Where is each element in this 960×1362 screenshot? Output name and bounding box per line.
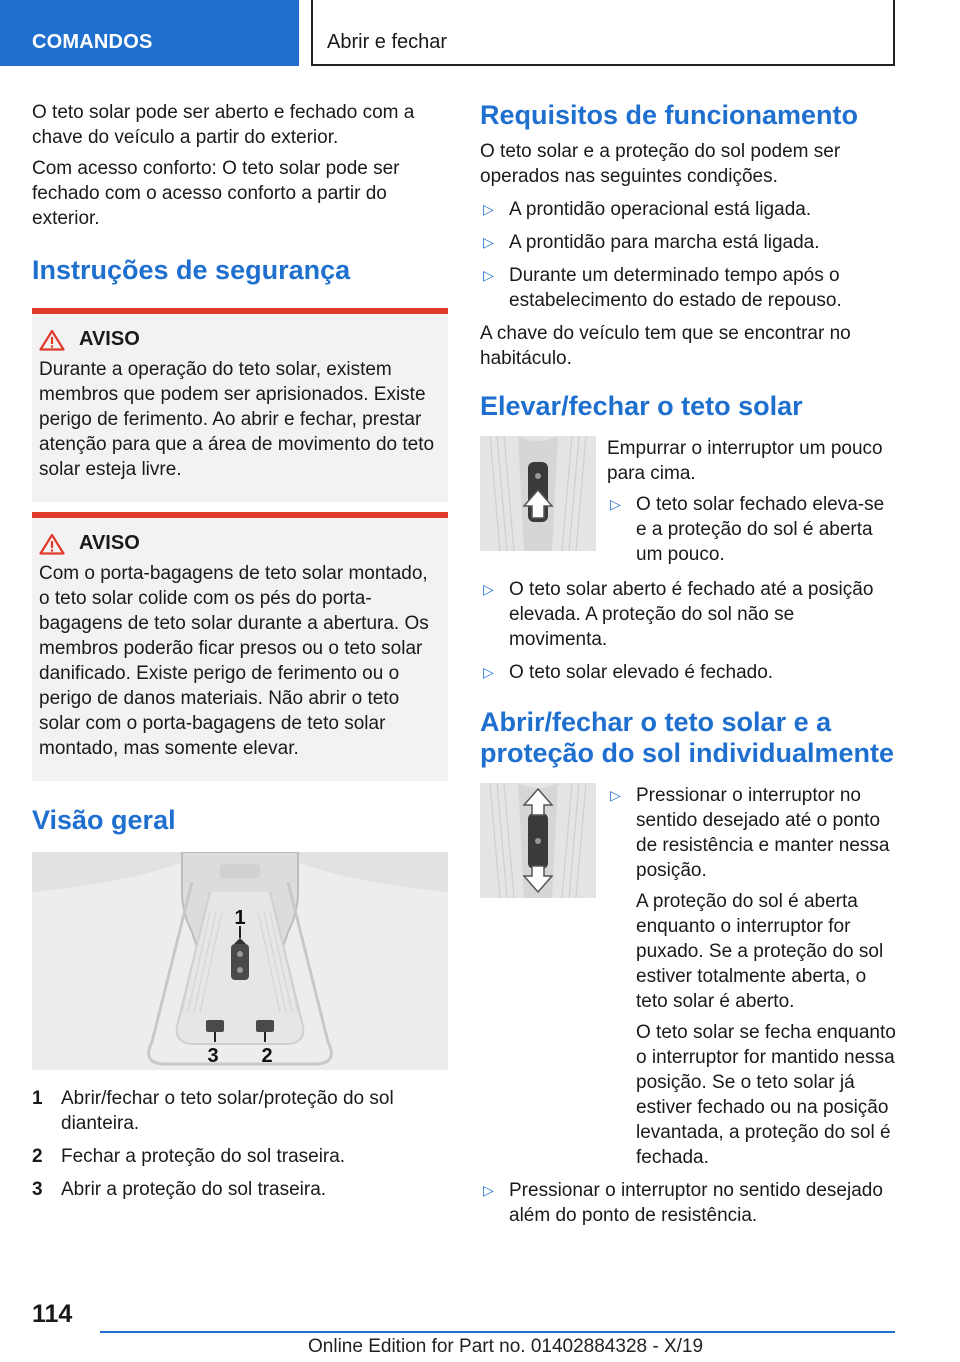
requirements-intro: O teto solar e a proteção do sol podem ser operados nas seguintes condições. [480,141,841,187]
callout-3: 3 [207,1045,219,1067]
warning-title: AVISO [79,328,140,350]
legend-item [32,1086,448,1136]
list-item: ▷ Pressionar o interruptor no sentido desejado até o ponto de resistência e manter nessa posição. A proteção do sol é aberta enquanto o interruptor for puxado. Se a proteção do sol estiver totalmente aberta, o teto solar é aberto. O teto solar se fecha enquanto o interruptor for mantido nessa posição. Se o teto solar já estiver fechado ou na posição levantada, a proteção do sol é fechada. [610,785,896,1168]
legend-number: 2 [32,1146,43,1167]
warning-text: Com o porta-bagagens de teto solar montado, o teto solar colide com os pés do porta-bagagens de teto solar durante a abertura. Os membros poderão ficar presos ou o teto solar danificado. Existe perigo de ferimento ou o perigo de danos materiais. Não abrir o teto solar com o porta-bagagens de teto solar montado, mas somente elevar. [39,563,429,759]
raise-heading: Elevar/fechar o teto solar [480,391,803,421]
left-column [32,100,448,1210]
bullet-triangle-icon: ▷ [610,496,621,512]
legend-item [32,1177,448,1202]
topic-tab [311,0,895,66]
warning-triangle-icon [39,329,65,351]
topic-label: Abrir e fechar [327,31,448,53]
intro-paragraph-2: Com acesso conforto: O teto solar pode ser fechado com o acesso conforto a partir do exterior. [32,158,400,229]
bullet-triangle-icon: ▷ [483,664,494,680]
warning-triangle-icon [39,533,65,555]
list-item: ▷ O teto solar aberto é fechado até a posição elevada. A proteção do sol não se movimenta. [483,579,874,650]
list-item: ▷ O teto solar elevado é fechado. [483,662,774,683]
list-item: ▷ O teto solar fechado eleva-se e a proteção do sol é aberta um pouco. [610,494,885,565]
bullet-triangle-icon: ▷ [483,267,494,283]
warning-text: Durante a operação do teto solar, existem membros que podem ser aprisionados. Existe perigo de ferimento. Ao abrir e fechar, prestar atenção para que a área de movimento do teto solar esteja livre. [39,359,435,480]
intro-paragraph-1: O teto solar pode ser aberto e fechado com a chave do veículo a partir do exterior. [32,102,415,148]
page-number: 114 [32,1300,73,1328]
legend-text: Fechar a proteção do sol traseira. [61,1146,346,1167]
footer-divider [100,1331,895,1333]
overview-legend [32,1086,448,1202]
safety-heading: Instruções de segurança [32,255,351,285]
legend-item [32,1144,448,1169]
overview-heading: Visão geral [32,805,176,835]
right-column [480,100,896,1236]
bullet-triangle-icon: ▷ [483,201,494,217]
legend-text: Abrir/fechar o teto solar/proteção do sol dianteira. [61,1088,394,1134]
bullet-triangle-icon: ▷ [483,1182,494,1198]
list-item: ▷ Pressionar o interruptor no sentido desejado além do ponto de resistência. [483,1180,883,1226]
individual-block [480,783,896,1178]
headliner-controls-illustration [32,852,448,1070]
list-item: ▷ A prontidão para marcha está ligada. [483,232,820,253]
raise-list [480,577,896,685]
legend-number: 3 [32,1179,43,1200]
individual-list [480,1178,896,1228]
requirements-note: A chave do veículo tem que se encontrar no habitáculo. [480,323,851,369]
switch-up-down-illustration [480,783,596,898]
section-label: COMANDOS [32,31,153,53]
legend-number: 1 [32,1088,43,1109]
switch-push-up-illustration [480,436,596,551]
warning-title: AVISO [79,532,140,554]
callout-2: 2 [261,1045,273,1067]
individual-paragraph-2: O teto solar se fecha enquanto o interruptor for mantido nessa posição. Se o teto solar já estiver fechado ou na posição levantada, a proteção do sol é fechada. [636,1022,896,1168]
requirements-list [480,197,896,313]
warning-box-1 [32,308,448,502]
list-item: ▷ Durante um determinado tempo após o estabelecimento do estado de repouso. [483,265,842,311]
list-item: ▷ A prontidão operacional está ligada. [483,199,812,220]
edition-note: Online Edition for Part no. 01402884328 - X/19 [308,1336,704,1357]
bullet-triangle-icon: ▷ [610,787,621,803]
raise-block [480,436,896,575]
raise-text: Empurrar o interruptor um pouco para cima. [607,438,883,484]
bullet-triangle-icon: ▷ [483,234,494,250]
legend-text: Abrir a proteção do sol traseira. [61,1179,327,1200]
individual-paragraph-1: A proteção do sol é aberta enquanto o interruptor for puxado. Se a proteção do sol estiver totalmente aberta, o teto solar é aberto. [636,891,884,1012]
bullet-triangle-icon: ▷ [483,581,494,597]
warning-box-2 [32,512,448,781]
requirements-heading: Requisitos de funcionamento [480,100,859,130]
section-tab [0,0,299,66]
callout-1: 1 [234,907,246,929]
individual-heading: Abrir/fechar o teto solar e a proteção do sol individualmente [480,707,895,768]
